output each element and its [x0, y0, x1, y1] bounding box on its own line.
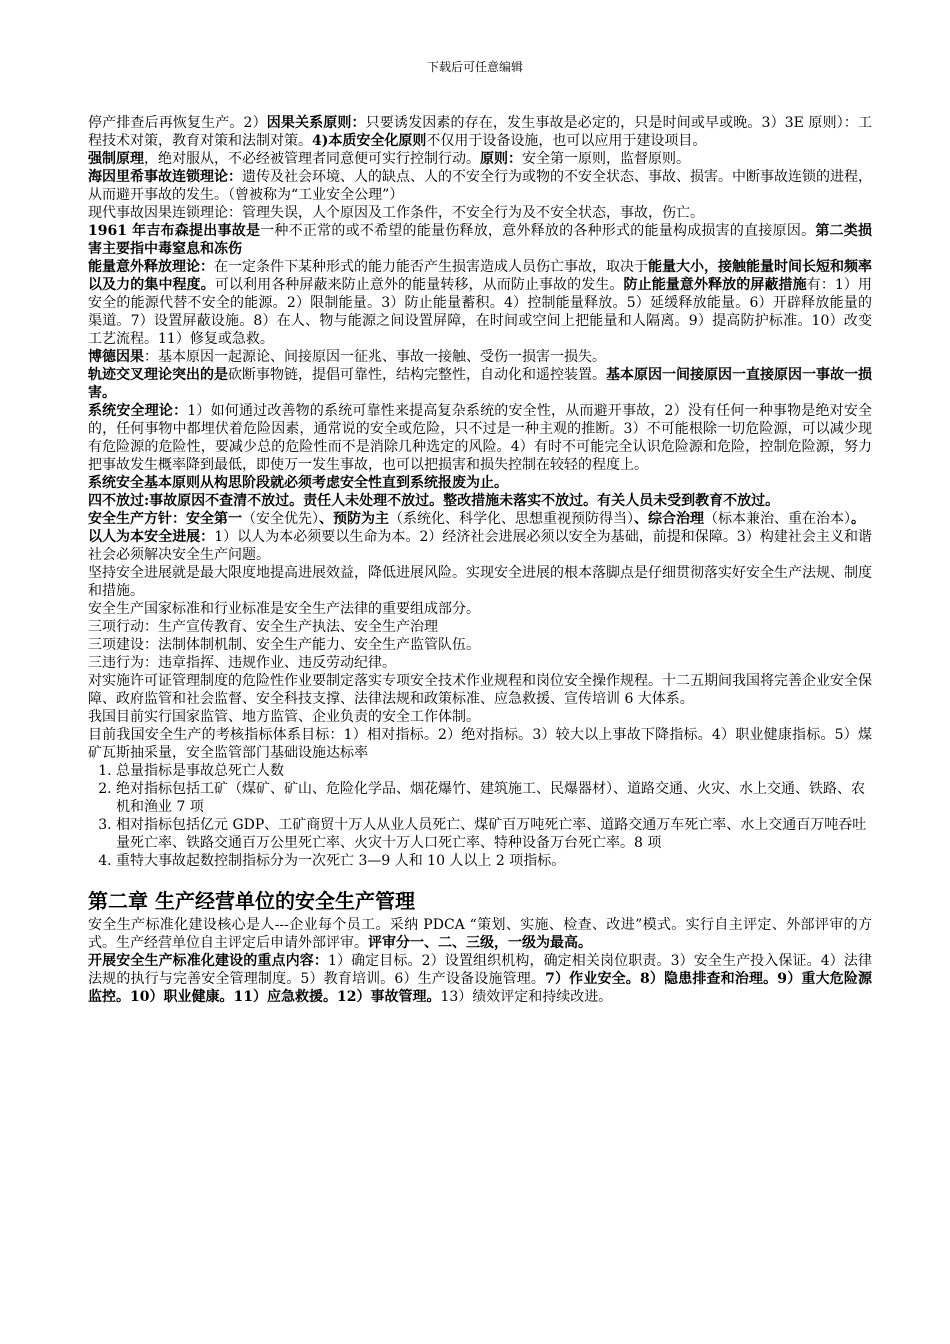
paragraph: 系统安全基本原则从构思阶段就必须考虑安全性直到系统报废为止。	[88, 475, 508, 491]
paragraph: 现代事故因果连锁理论：管理失误，人个原因及工作条件，不安全行为及不安全状态，事故，伤亡。	[88, 205, 704, 221]
list-item: 2. 绝对指标包括工矿（煤矿、矿山、危险化学品、烟花爆竹、建筑施工、民爆器材）、道路交通、火灾、水上交通、铁路、农机和渔业 7 项	[116, 780, 872, 816]
paragraph: 我国目前实行国家监管、地方监管、企业负责的安全工作体制。	[88, 709, 480, 725]
paragraph: 开展安全生产标准化建设的重点内容：1）确定目标。2）设置组织机构，确定相关岗位职责。3）安全生产投入保证。4）法律法规的执行与完善安全管理制度。5）教育培训。6）生产设备设施管理。7）作业安全。8）隐患排查和治理。9）重大危险源监控。10）职业健康。11）应急救援。12）事故管理。13）绩效评定和持续改进。	[88, 953, 872, 1005]
page-header: 下载后可任意编辑	[426, 60, 523, 74]
paragraph: 海因里希事故连锁理论：遗传及社会环境、人的缺点、人的不安全行为或物的不安全状态、事故、损害。中断事故连锁的进程，从而避开事故的发生。（曾被称为“工业安全公理”）	[88, 169, 872, 203]
paragraph: 三项建设：法制体制机制、安全生产能力、安全生产监管队伍。	[88, 637, 480, 653]
list-item: 3. 相对指标包括亿元 GDP、工矿商贸十万人从业人员死亡、煤矿百万吨死亡率、道路交通万车死亡率、水上交通百万吨吞吐量死亡率、铁路交通百万公里死亡率、火灾十万人口死亡率、特种设备万台死亡率。8 项	[116, 816, 872, 852]
paragraph: 三项行动：生产宣传教育、安全生产执法、安全生产治理	[88, 619, 438, 635]
paragraph: 1961 年吉布森提出事故是一种不正常的或不希望的能量伤释放，意外释放的各种形式的能量构成损害的直接原因。第二类损害主要指中毒窒息和冻伤	[88, 223, 873, 257]
paragraph: 以人为本安全进展：1）以人为本必须要以生命为本。2）经济社会进展必须以安全为基础，前提和保障。3）构建社会主义和谐社会必须解决安全生产问题。	[88, 529, 872, 563]
paragraph: 能量意外释放理论：在一定条件下某种形式的能力能否产生损害造成人员伤亡事故，取决于能量大小，接触能量时间长短和频率以及力的集中程度。可以利用各种屏蔽来防止意外的能量转移，从而防止事故的发生。防止能量意外释放的屏蔽措施有：1）用安全的能源代替不安全的能源。2）限制能量。3）防止能量蓄积。4）控制能量释放。5）延缓释放能量。6）开辟释放能量的渠道。7）设置屏蔽设施。8）在人、物与能源之间设置屏障，在时间或空间上把能量和人隔离。9）提高防护标准。10）改变工艺流程。11）修复或急救。	[88, 259, 873, 347]
paragraph: 安全生产国家标准和行业标准是安全生产法律的重要组成部分。	[88, 601, 480, 617]
paragraph: 三违行为：违章指挥、违规作业、违反劳动纪律。	[88, 655, 396, 671]
paragraph: 目前我国安全生产的考核指标体系目标：1）相对指标。2）绝对指标。3）较大以上事故下降指标。4）职业健康指标。5）煤矿瓦斯抽采量，安全监管部门基础设施达标率	[88, 727, 872, 761]
chapter-title: 第二章 生产经营单位的安全生产管理	[88, 889, 415, 913]
paragraph: 坚持安全进展就是最大限度地提高进展效益，降低进展风险。实现安全进展的根本落脚点是仔细贯彻落实好安全生产法规、制度和措施。	[88, 565, 872, 599]
paragraph: 安全生产方针：安全第一（安全优先）、预防为主（系统化、科学化、思想重视预防得当）、综合治理（标本兼治、重在治本）。	[88, 511, 865, 527]
paragraph: 系统安全理论：1）如何通过改善物的系统可靠性来提高复杂系统的安全性，从而避开事故，2）没有任何一种事物是绝对安全的，任何事物中都埋伏着危险因素，通常说的安全或危险，只不过是一种主观的推断。3）不可能根除一切危险源，可以减少现有危险源的危险性，要减少总的危险性而不是消除几种选定的风险。4）有时不可能完全认识危险源和危险，控制危险源，努力把事故发生概率降到最低，即使万一发生事故，也可以把损害和损失控制在较轻的程度上。	[88, 403, 872, 473]
paragraph: 博德因果：基本原因一起源论、间接原因一征兆、事故一接触、受伤一损害一损失。	[88, 349, 606, 365]
paragraph: 轨迹交叉理论突出的是砍断事物链，提倡可靠性，结构完整性，自动化和遥控装置。基本原因一间接原因一直接原因一事故一损害。	[88, 367, 872, 401]
paragraph: 强制原理，绝对服从，不必经被管理者同意便可实行控制行动。原则：安全第一原则，监督原则。	[88, 151, 690, 167]
list-item: 1. 总量指标是事故总死亡人数	[116, 762, 872, 780]
list-item: 4. 重特大事故起数控制指标分为一次死亡 3—9 人和 10 人以上 2 项指标。	[116, 852, 872, 870]
paragraph: 停产排查后再恢复生产。2）因果关系原则：只要诱发因素的存在，发生事故是必定的，只是时间或早或晚。3）3E 原则）：工程技术对策，教育对策和法制对策。4)本质安全化原则不仅用于设备设施，也可以应用于建设项目。	[88, 115, 872, 149]
document-body	[88, 114, 872, 1006]
paragraph: 四不放过:事故原因不查清不放过。责任人未处理不放过。整改措施未落实不放过。有关人员未受到教育不放过。	[88, 493, 780, 509]
paragraph: 对实施许可证管理制度的危险性作业要制定落实专项安全技术作业规程和岗位安全操作规程。十二五期间我国将完善企业安全保障、政府监管和社会监督、安全科技支撑、法律法规和政策标准、应急救援、宣传培训 6 大体系。	[88, 673, 872, 707]
indicator-list	[88, 762, 872, 870]
paragraph: 安全生产标准化建设核心是人---企业每个员工。采纳 PDCA “策划、实施、检查、改进”模式。实行自主评定、外部评审的方式。生产经营单位自主评定后申请外部评审。评审分一、二、三级，一级为最高。	[88, 917, 872, 951]
